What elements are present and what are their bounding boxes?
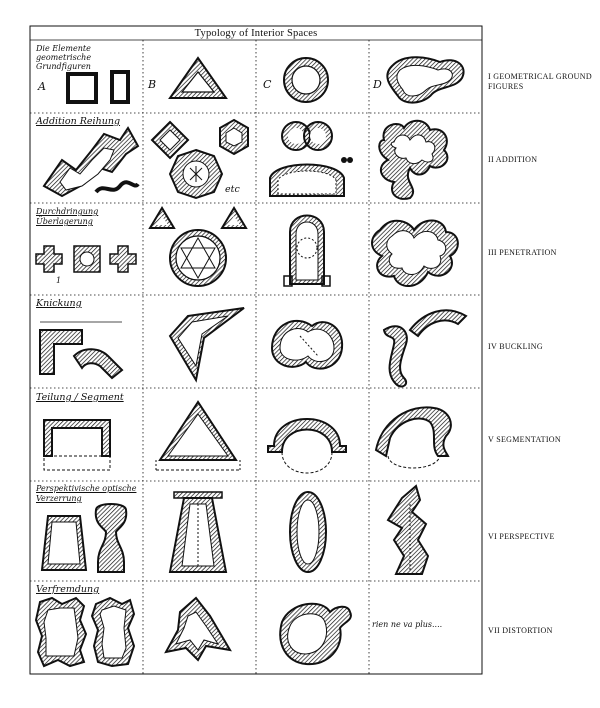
row5-col-b-segmentation <box>156 402 240 470</box>
column-letter-c: C <box>263 78 272 91</box>
note-row6: Perspektivische optische Verzerrung <box>36 484 137 503</box>
column-letter-b: B <box>148 78 157 91</box>
row1-col-b-triangle <box>170 58 226 98</box>
row4-col-c-buckling <box>272 321 342 369</box>
note-row5: Teilung / Segment <box>36 392 124 403</box>
row3-col-c-penetration <box>284 216 330 287</box>
note-row4: Knickung <box>36 298 82 309</box>
row-label-distortion: VII DISTORTION <box>488 626 553 635</box>
row-label-segmentation: V SEGMENTATION <box>488 435 561 444</box>
row7-col-c-distortion <box>280 604 351 664</box>
row2-col-c-addition <box>270 122 353 196</box>
note-row1: Die Elemente geometrische Grundfiguren <box>36 44 92 71</box>
note-row3: Durchdringung Überlagerung <box>36 207 99 226</box>
row6-col-a-perspective <box>42 504 126 572</box>
note-plan-number: 1 <box>56 276 62 285</box>
column-letter-d: D <box>373 78 382 91</box>
column-letter-a: A <box>38 80 46 93</box>
row1-col-d-blob <box>387 57 463 102</box>
row3-col-b-penetration <box>150 208 246 286</box>
row1-col-c-circle <box>284 58 328 102</box>
row2-col-a-addition <box>44 128 138 196</box>
row5-col-d-segmentation <box>376 407 451 468</box>
row-label-addition: II ADDITION <box>488 155 538 164</box>
note-row7: Verfremdung <box>36 584 100 595</box>
note-etc: etc <box>225 184 240 195</box>
row5-col-a-segmentation <box>44 420 110 470</box>
note-row2: Addition Reihung <box>36 116 121 127</box>
row2-col-d-addition <box>379 121 447 199</box>
row4-col-a-buckling <box>40 322 122 378</box>
row-label-penetration: III PENETRATION <box>488 248 557 257</box>
note-rien-ne-va-plus: rien ne va plus.... <box>372 620 443 629</box>
row6-col-c-perspective <box>290 492 326 572</box>
row-label-buckling: IV BUCKLING <box>488 342 543 351</box>
row4-col-b-buckling <box>170 308 244 380</box>
row3-col-d-penetration <box>372 220 458 286</box>
row-label-geometrical: I GEOMETRICAL GROUND FIGURES <box>488 72 592 91</box>
row5-col-c-segmentation <box>268 419 346 473</box>
row6-col-d-perspective <box>388 486 428 574</box>
row7-col-b-distortion <box>166 598 230 660</box>
diagram-title: Typology of Interior Spaces <box>194 28 318 39</box>
row7-col-a-distortion <box>36 598 134 666</box>
row4-col-d-buckling <box>384 310 466 386</box>
row6-col-b-perspective <box>170 492 226 572</box>
row3-col-a-penetration <box>36 246 136 272</box>
row1-col-a-figures <box>68 72 128 102</box>
row-label-perspective: VI PERSPECTIVE <box>488 532 555 541</box>
